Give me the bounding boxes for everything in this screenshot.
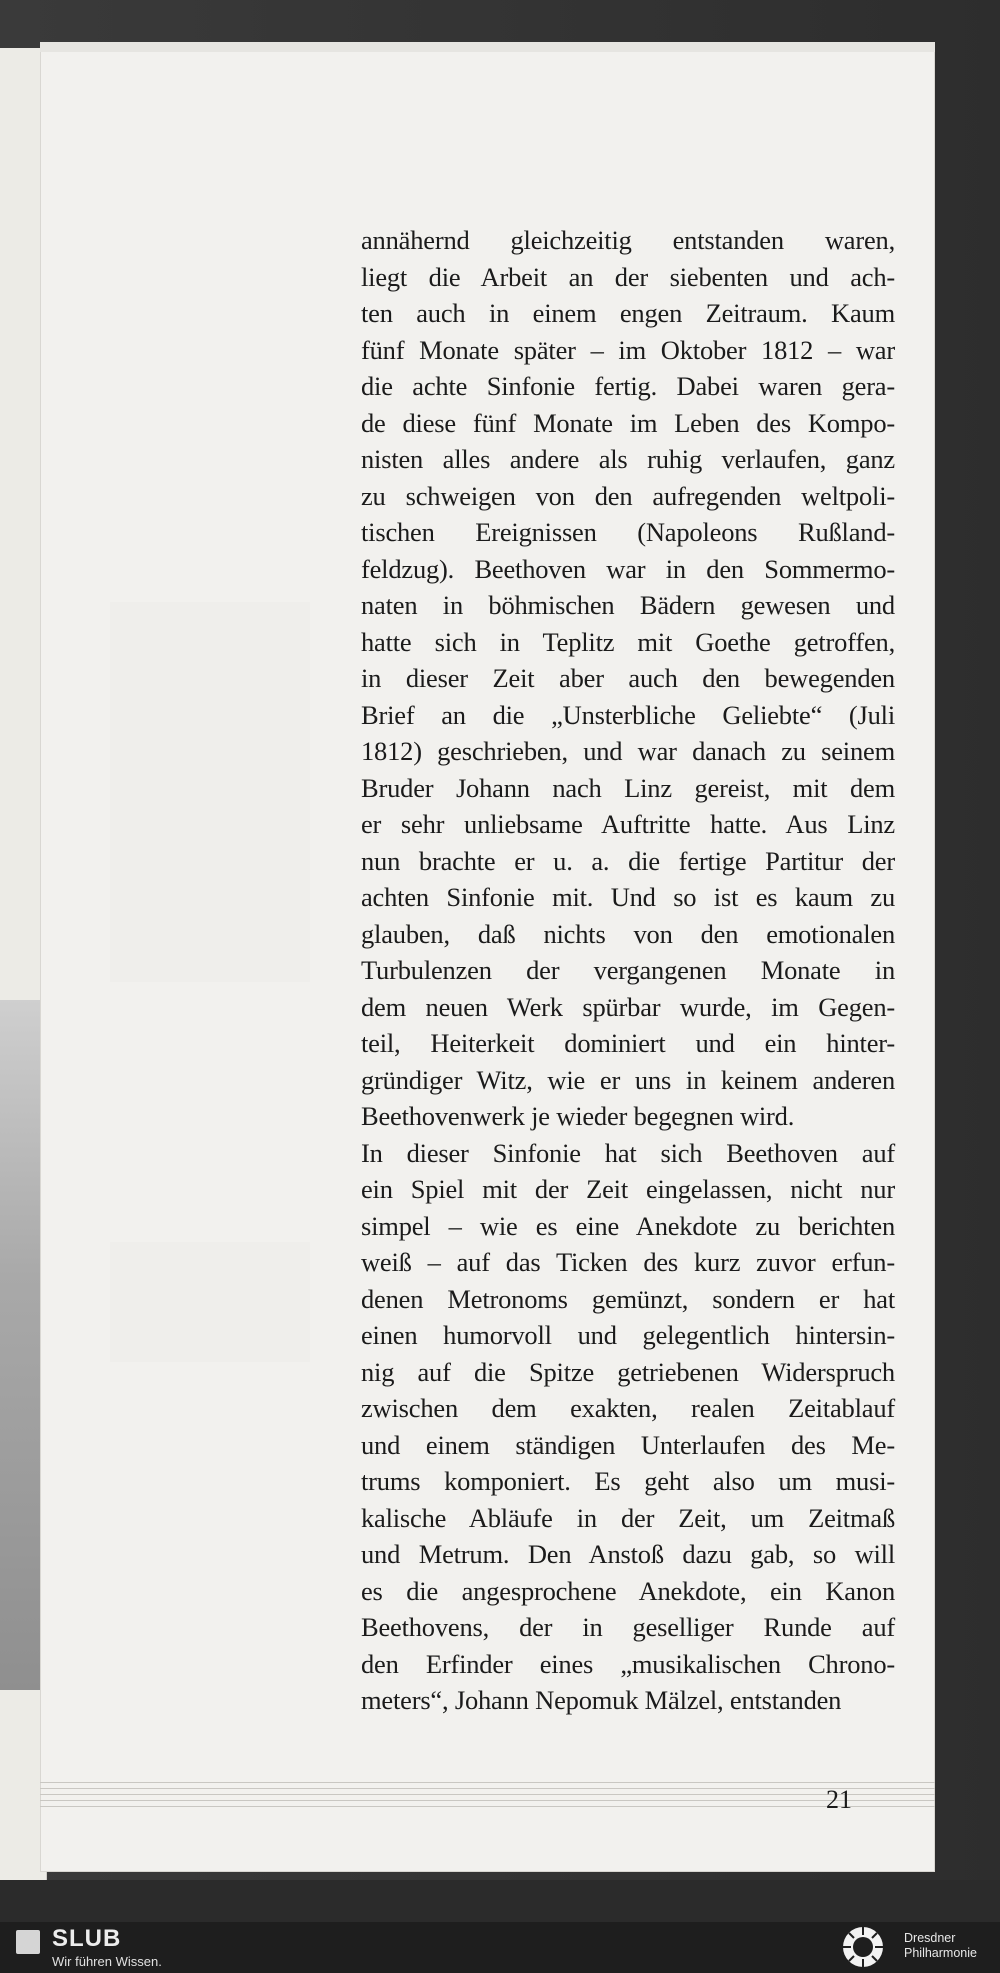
library-tagline: Wir führen Wissen.	[52, 1954, 162, 1969]
text-line: meters“, Johann Nepomuk Mälzel, entstanden	[361, 1685, 842, 1715]
text-line: weiß – auf das Ticken des kurz zuvor erfun-	[361, 1247, 895, 1277]
document-page	[40, 42, 935, 1872]
viewer-footer-bar	[0, 1922, 1000, 1973]
partner-name	[904, 1931, 977, 1961]
text-line: gründiger Witz, wie er uns in keinem anderen	[361, 1064, 895, 1095]
show-through-shading	[110, 1242, 310, 1362]
text-line: Bruder Johann nach Linz gereist, mit dem	[361, 772, 895, 803]
text-line: tischen Ereignissen (Napoleons Rußland-	[361, 517, 895, 547]
text-line: den Erfinder eines „musikalischen Chrono-	[361, 1648, 895, 1679]
text-line: ein Spiel mit der Zeit eingelassen, nicht nur	[361, 1174, 895, 1204]
body-text	[361, 222, 895, 1719]
text-line: es die angesprochene Anekdote, ein Kanon	[361, 1575, 895, 1606]
text-line: zwischen dem exakten, realen Zeitablauf	[361, 1393, 895, 1423]
text-line: denen Metronoms gemünzt, sondern er hat	[361, 1283, 895, 1314]
text-line: in dieser Zeit aber auch den bewegenden	[361, 663, 895, 693]
text-line: Turbulenzen der vergangenen Monate in	[361, 955, 895, 985]
text-line: ten auch in einem engen Zeitraum. Kaum	[361, 298, 895, 328]
text-line: simpel – wie es eine Anekdote zu berichten	[361, 1210, 895, 1241]
text-line: nun brachte er u. a. die fertige Partitur der	[361, 845, 895, 876]
text-line: de diese fünf Monate im Leben des Kompo-	[361, 407, 895, 438]
text-line: feldzug). Beethoven war in den Sommermo-	[361, 553, 895, 584]
text-line: nisten alles andere als ruhig verlaufen, ganz	[361, 444, 895, 474]
slub-logo-icon	[16, 1930, 40, 1954]
text-line: In dieser Sinfonie hat sich Beethoven auf	[361, 1137, 895, 1168]
show-through-shading	[110, 602, 310, 982]
text-line: dem neuen Werk spürbar wurde, im Gegen-	[361, 991, 895, 1022]
page-top-edge	[40, 42, 935, 52]
page-number: 21	[826, 1785, 852, 1814]
footer-rule-lines	[40, 1782, 935, 1808]
library-name: SLUB	[52, 1925, 122, 1952]
text-line: er sehr unliebsame Auftritte hatte. Aus Linz	[361, 809, 895, 839]
text-line: Brief an die „Unsterbliche Geliebte“ (Juli	[361, 699, 895, 730]
text-line: annähernd gleichzeitig entstanden waren,	[361, 225, 895, 255]
text-line: zu schweigen von den aufregenden weltpoli-	[361, 480, 895, 511]
text-line: glauben, daß nichts von den emotionalen	[361, 918, 895, 949]
text-line: liegt die Arbeit an der siebenten und ach-	[361, 261, 895, 292]
text-line: und einem ständigen Unterlaufen des Me-	[361, 1429, 895, 1460]
philharmonie-logo-icon	[842, 1926, 884, 1968]
text-line: fünf Monate später – im Oktober 1812 – war	[361, 334, 895, 365]
partner-name-line2: Philharmonie	[904, 1946, 977, 1960]
text-line: naten in böhmischen Bädern gewesen und	[361, 590, 895, 620]
previous-page-photo-edge	[0, 1000, 40, 1690]
text-line: trums komponiert. Es geht also um musi-	[361, 1466, 895, 1496]
text-line: achten Sinfonie mit. Und so ist es kaum zu	[361, 882, 895, 912]
text-line: teil, Heiterkeit dominiert und ein hinter-	[361, 1028, 895, 1058]
text-line: kalische Abläufe in der Zeit, um Zeitmaß	[361, 1502, 895, 1533]
text-line: und Metrum. Den Anstoß dazu gab, so will	[361, 1539, 895, 1569]
text-line: hatte sich in Teplitz mit Goethe getroffen,	[361, 626, 895, 657]
text-line: Beethovenwerk je wieder begegnen wird.	[361, 1101, 795, 1131]
text-line: nig auf die Spitze getriebenen Widerspruch	[361, 1356, 895, 1387]
text-line: die achte Sinfonie fertig. Dabei waren gera-	[361, 371, 895, 401]
text-line: Beethovens, der in geselliger Runde auf	[361, 1612, 895, 1642]
text-line: 1812) geschrieben, und war danach zu seinem	[361, 736, 895, 766]
text-line: einen humorvoll und gelegentlich hintersin-	[361, 1320, 895, 1350]
partner-name-line1: Dresdner	[904, 1931, 956, 1945]
